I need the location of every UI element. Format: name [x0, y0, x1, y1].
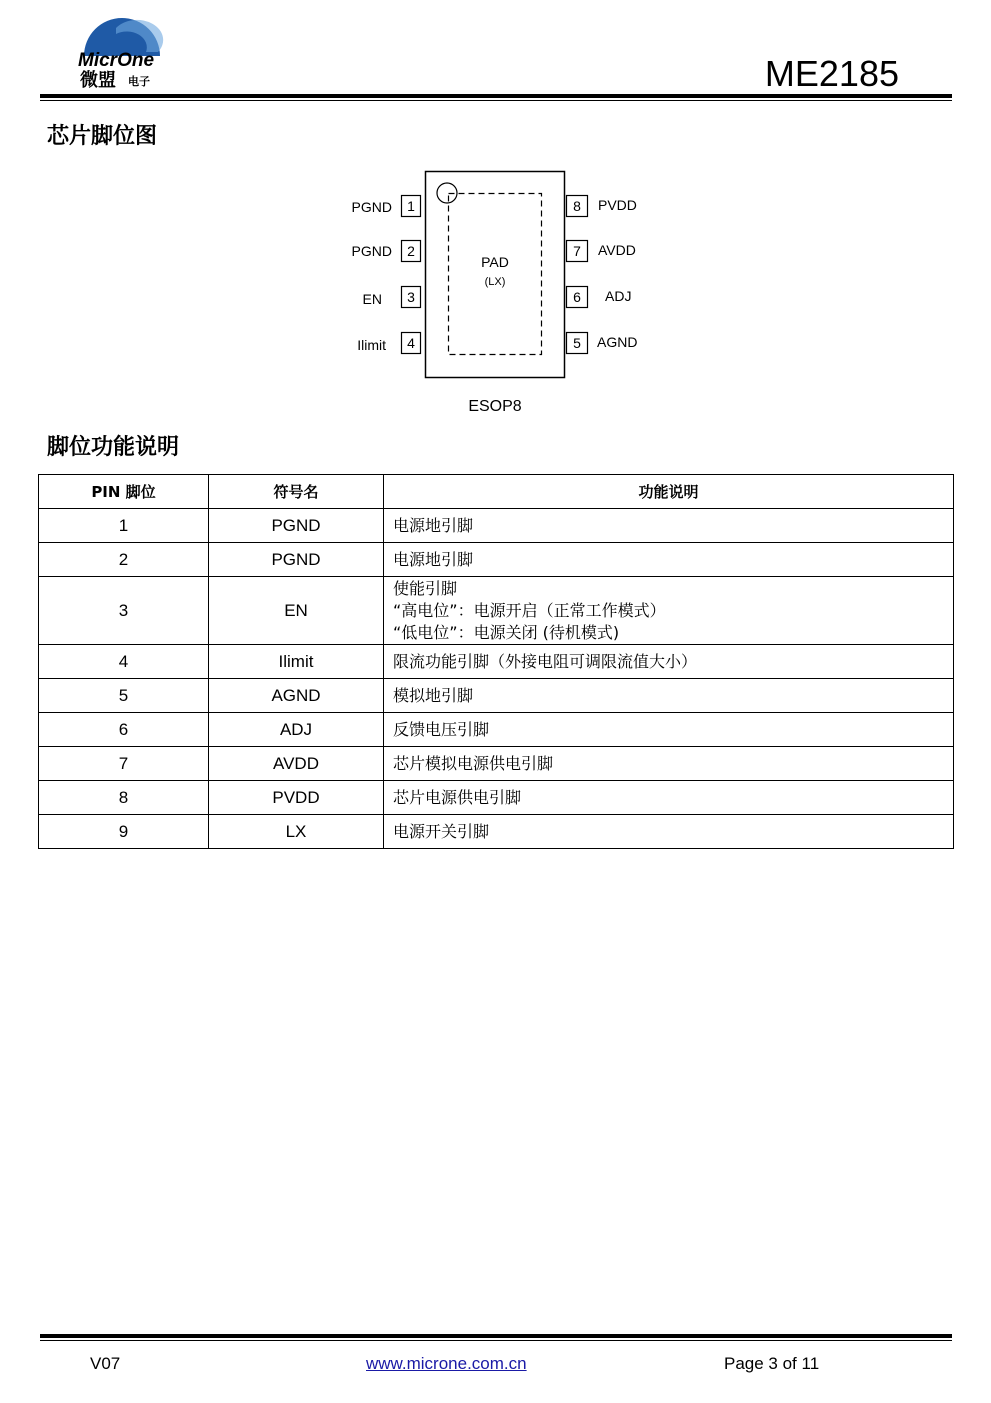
pin-number-cell: 3: [39, 577, 209, 645]
footer-page-number: Page 3 of 11: [724, 1354, 820, 1373]
description-cell: 电源地引脚: [384, 509, 954, 543]
header-function: 功能说明: [384, 475, 954, 509]
description-cell: 芯片模拟电源供电引脚: [384, 747, 954, 781]
symbol-cell: PGND: [209, 509, 384, 543]
table-header-row: [39, 475, 954, 509]
pin-name: AGND: [597, 334, 638, 350]
pin-number: 5: [573, 335, 581, 351]
right-pin-5: [567, 333, 638, 354]
pin-name: PVDD: [598, 197, 637, 213]
symbol-cell: LX: [209, 815, 384, 849]
pin-number: 1: [407, 198, 415, 214]
pad-sublabel: (LX): [484, 276, 506, 288]
description-cell: 模拟地引脚: [384, 679, 954, 713]
pin-name: PGND: [351, 199, 392, 215]
header-rule-thin: [40, 100, 952, 101]
footer-rule-thin: [40, 1340, 952, 1341]
description-cell: 芯片电源供电引脚: [384, 781, 954, 815]
footer-website-link[interactable]: www.microne.com.cn: [366, 1354, 527, 1373]
pin-number-cell: 7: [39, 747, 209, 781]
logo-text-en: MicrOne: [78, 50, 155, 71]
symbol-cell: Ilimit: [209, 645, 384, 679]
description-cell: 电源开关引脚: [384, 815, 954, 849]
header-rule-thick: [40, 94, 952, 98]
left-pin-3: [363, 287, 421, 308]
pin-number-cell: 2: [39, 543, 209, 577]
esop8-pinout-diagram: [300, 160, 700, 430]
logo-text-cn: 微盟: [80, 70, 116, 91]
pin-number-cell: 8: [39, 781, 209, 815]
symbol-cell: ADJ: [209, 713, 384, 747]
symbol-cell: AGND: [209, 679, 384, 713]
table-row: [39, 645, 954, 679]
pin-number-cell: 1: [39, 509, 209, 543]
pin-function-table: [38, 474, 954, 849]
description-line: “高电位”：电源开启（正常工作模式）: [393, 600, 666, 620]
pin-number: 3: [407, 289, 415, 305]
right-pin-6: [567, 287, 632, 308]
symbol-cell: PGND: [209, 543, 384, 577]
right-pin-7: [567, 241, 636, 262]
left-pin-1: [352, 196, 421, 217]
header-pin: PIN 脚位: [39, 475, 209, 509]
pin-name: Ilimit: [357, 337, 386, 353]
pin-name: PGND: [351, 243, 392, 259]
description-cell: 限流功能引脚（外接电阻可调限流值大小）: [384, 645, 954, 679]
symbol-cell: EN: [209, 577, 384, 645]
left-pin-2: [352, 241, 421, 262]
table-row: [39, 713, 954, 747]
pin-number: 2: [407, 243, 415, 259]
description-line: “低电位”：电源关闭 (待机模式): [393, 622, 620, 642]
table-row: [39, 577, 954, 645]
pin-number: 8: [573, 198, 581, 214]
right-pin-8: [567, 196, 637, 217]
table-row: [39, 781, 954, 815]
pin-number: 7: [573, 243, 581, 259]
pin-number: 4: [407, 335, 415, 351]
description-line: 使能引脚: [393, 578, 458, 598]
pin-number-cell: 6: [39, 713, 209, 747]
document-title: ME2185: [764, 53, 899, 94]
microne-logo: [76, 12, 166, 92]
pin-name: AVDD: [598, 242, 636, 258]
symbol-cell: AVDD: [209, 747, 384, 781]
pinout-section-title: 芯片脚位图: [47, 124, 158, 149]
header-symbol: 符号名: [209, 475, 384, 509]
left-pin-4: [357, 333, 420, 354]
table-row: [39, 679, 954, 713]
pin-number-cell: 4: [39, 645, 209, 679]
pin-number-cell: 5: [39, 679, 209, 713]
pin-name: ADJ: [605, 288, 632, 304]
logo-text-cn-small: 电子: [128, 75, 150, 88]
table-row: [39, 747, 954, 781]
footer-version: V07: [90, 1354, 121, 1373]
package-name: ESOP8: [468, 398, 522, 415]
symbol-cell: PVDD: [209, 781, 384, 815]
description-cell: 电源地引脚: [384, 543, 954, 577]
table-row: [39, 815, 954, 849]
table-row: [39, 543, 954, 577]
pin-number: 6: [573, 289, 581, 305]
table-row: [39, 509, 954, 543]
function-section-title: 脚位功能说明: [47, 435, 180, 460]
footer-rule-thick: [40, 1334, 952, 1338]
pin-number-cell: 9: [39, 815, 209, 849]
description-cell: [384, 577, 954, 645]
pad-label: PAD: [481, 254, 509, 270]
pin-name: EN: [362, 291, 382, 307]
description-cell: 反馈电压引脚: [384, 713, 954, 747]
